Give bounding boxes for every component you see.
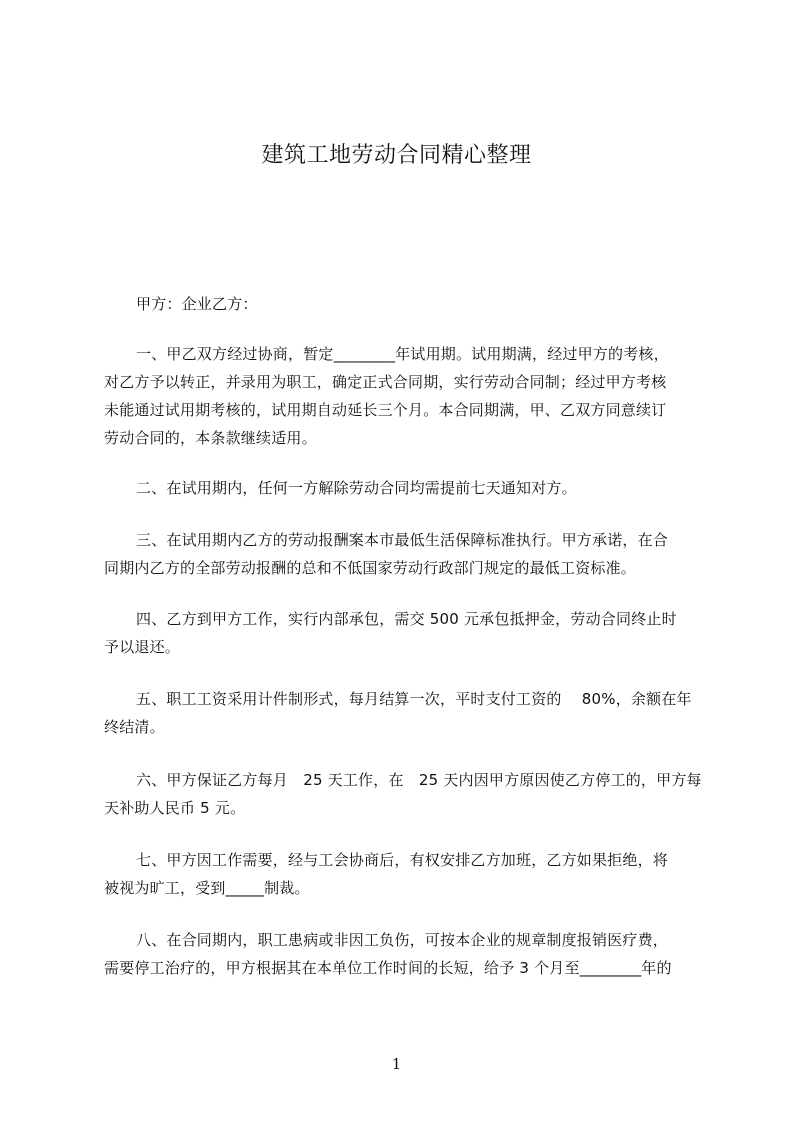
clause-paragraph [104,340,701,452]
text-line: 同期内乙方的全部劳动报酬的总和不低国家劳动行政部门规定的最低工资标准。 [104,559,637,577]
text-line: 五、职工工资采用计件制形式，每月结算一次，平时支付工资的 80%，余额在年 [136,690,692,708]
clause-paragraph [104,766,701,822]
party-line [104,290,701,318]
clause-3 [104,526,701,582]
clause-6 [104,766,701,822]
text-line: 被视为旷工，受到_____制裁。 [104,879,310,897]
text-line: 二、在试用期内，任何一方解除劳动合同均需提前七天通知对方。 [136,479,577,497]
text-line: 予以退还。 [104,638,181,656]
document-title: 建筑工地劳动合同精心整理 [261,143,532,168]
clause-paragraph [104,526,701,582]
clause-8 [104,926,701,982]
clause-paragraph [104,474,701,502]
clause-1 [104,340,701,452]
text-line: 四、乙方到甲方工作，实行内部承包，需交 500 元承包抵押金，劳动合同终止时 [136,610,677,628]
text-line: 七、甲方因工作需要，经与工会协商后，有权安排乙方加班，乙方如果拒绝，将 [136,851,669,869]
text-line: 甲方：企业乙方： [136,295,258,313]
text-line: 需要停工治疗的，甲方根据其在本单位工作时间的长短，给予 3 个月至________年的 [104,959,672,977]
page-number: 1 [391,1055,402,1073]
clause-paragraph [104,846,701,902]
clause-4 [104,605,701,661]
text-line: 劳动合同的，本条款继续适用。 [104,429,317,447]
text-line: 六、甲方保证乙方每月 25 天工作，在 25 天内因甲方原因使乙方停工的，甲方每 [136,771,702,789]
contract-body [104,290,701,318]
text-line: 八、在合同期内，职工患病或非因工负伤，可按本企业的规章制度报销医疗费， [136,931,669,949]
text-line: 未能通过试用期考核的，试用期自动延长三个月。本合同期满，甲、乙双方同意续订 [104,401,667,419]
clause-7 [104,846,701,902]
clause-2 [104,474,701,502]
clause-paragraph [104,926,701,982]
clause-5 [104,685,701,741]
text-line: 一、甲乙双方经过协商，暂定________年试用期。试用期满，经过甲方的考核， [136,345,669,363]
clause-paragraph [104,605,701,661]
text-line: 天补助人民币 5 元。 [104,799,246,817]
text-line: 终结清。 [104,718,165,736]
text-line: 对乙方予以转正，并录用为职工，确定正式合同期，实行劳动合同制；经过甲方考核 [104,373,667,391]
text-line: 三、在试用期内乙方的劳动报酬案本市最低生活保障标准执行。甲方承诺，在合 [136,531,669,549]
clause-paragraph [104,685,701,741]
